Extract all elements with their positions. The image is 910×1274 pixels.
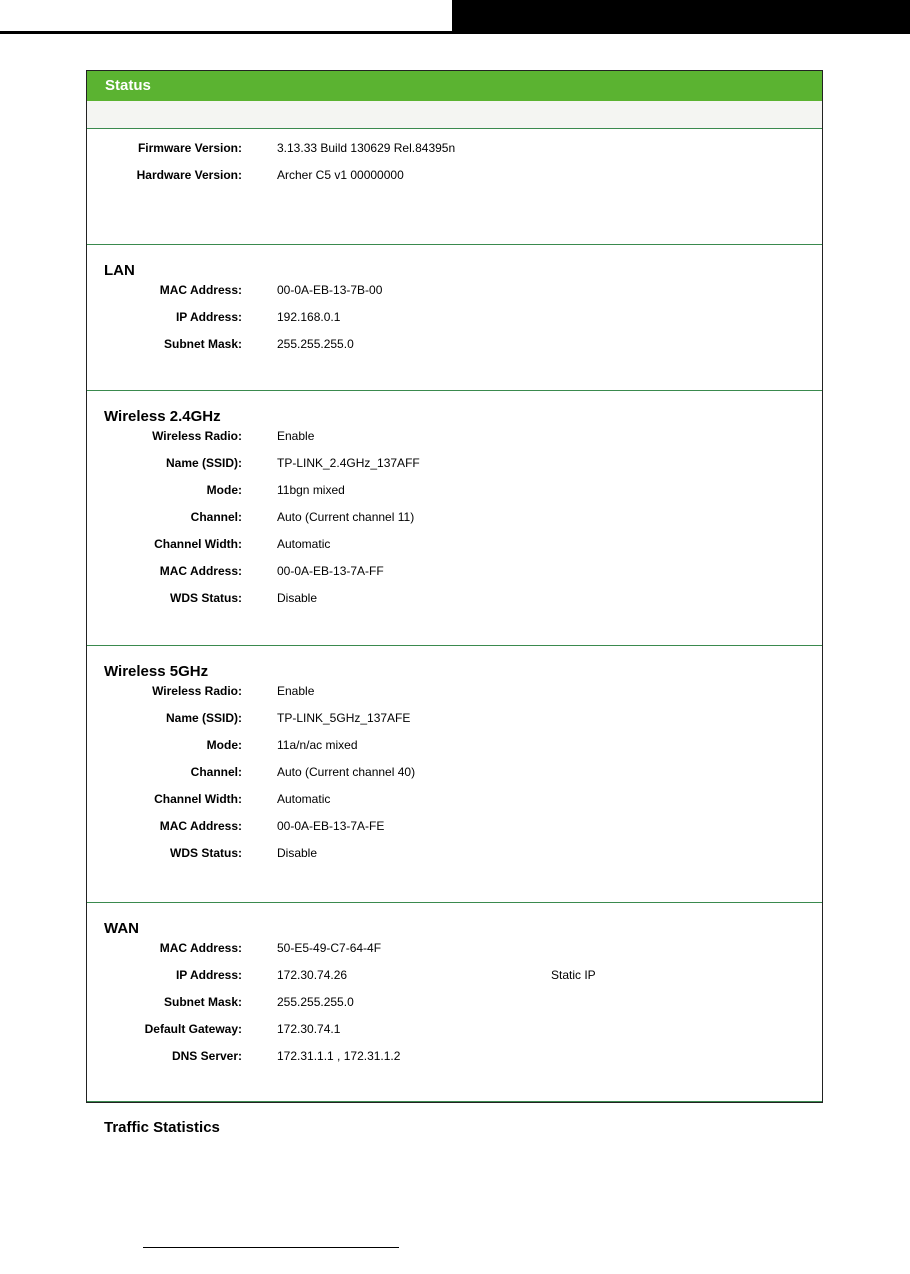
w5-mode-row	[87, 731, 822, 758]
status-spacer	[87, 101, 822, 129]
w5-channel-row	[87, 758, 822, 785]
w24-mac-value: 00-0A-EB-13-7A-FF	[277, 563, 384, 578]
wan-ip-row	[87, 961, 822, 988]
wan-mac-row	[87, 934, 822, 961]
firmware-version-value: 3.13.33 Build 130629 Rel.84395n	[277, 140, 456, 155]
w5-mode-value: 11a/n/ac mixed	[277, 737, 358, 752]
w24-mode-value: 11bgn mixed	[277, 482, 345, 497]
lan-ip-row	[87, 303, 822, 330]
wan-heading: WAN	[104, 920, 139, 937]
w5-ssid-label: Name (SSID):	[165, 710, 242, 725]
w24-channel-value: Auto (Current channel 11)	[277, 509, 415, 524]
wireless-24ghz-heading: Wireless 2.4GHz	[104, 408, 221, 425]
status-panel	[86, 70, 823, 1136]
wan-gateway-row	[87, 1015, 822, 1042]
w24-radio-value: Enable	[277, 428, 315, 443]
wireless-5ghz-heading: Wireless 5GHz	[104, 663, 209, 680]
wan-dns-value: 172.31.1.1 , 172.31.1.2	[277, 1048, 401, 1063]
firmware-version-label: Firmware Version:	[137, 140, 242, 155]
wan-section	[87, 903, 822, 1102]
w5-ssid-row	[87, 704, 822, 731]
wan-gateway-value: 172.30.74.1	[277, 1021, 341, 1036]
w24-radio-label: Wireless Radio:	[152, 428, 242, 443]
wan-ip-label: IP Address:	[175, 967, 242, 982]
wan-mac-label: MAC Address:	[159, 940, 242, 955]
lan-section	[87, 245, 822, 391]
traffic-statistics-heading: Traffic Statistics	[104, 1119, 220, 1136]
w5-mac-label: MAC Address:	[159, 818, 242, 833]
w5-width-label: Channel Width:	[154, 791, 242, 806]
w5-radio-label: Wireless Radio:	[152, 683, 242, 698]
wireless-5ghz-section	[87, 646, 822, 903]
lan-mac-value: 00-0A-EB-13-7B-00	[277, 282, 383, 297]
lan-heading: LAN	[104, 262, 135, 279]
lan-ip-label: IP Address:	[175, 309, 242, 324]
wan-subnet-label: Subnet Mask:	[163, 994, 242, 1009]
wan-mac-value: 50-E5-49-C7-64-4F	[277, 940, 382, 955]
w24-channel-row	[87, 503, 822, 530]
w24-ssid-label: Name (SSID):	[165, 455, 242, 470]
firmware-section	[87, 129, 822, 245]
w5-channel-value: Auto (Current channel 40)	[277, 764, 416, 779]
wan-dns-row	[87, 1042, 822, 1069]
w24-width-value: Automatic	[277, 536, 331, 551]
w24-ssid-value: TP-LINK_2.4GHz_137AFF	[277, 455, 420, 470]
hardware-version-row	[87, 161, 822, 188]
header-black-bar	[452, 0, 910, 34]
w24-width-row	[87, 530, 822, 557]
traffic-statistics-section	[87, 1102, 822, 1139]
w5-mode-label: Mode:	[206, 737, 242, 752]
w5-mac-row	[87, 812, 822, 839]
wan-connection-type: Static IP	[551, 967, 596, 982]
lan-subnet-row	[87, 330, 822, 357]
w24-channel-label: Channel:	[190, 509, 242, 524]
lan-subnet-value: 255.255.255.0	[277, 336, 354, 351]
w24-wds-value: Disable	[277, 590, 318, 605]
w5-ssid-value: TP-LINK_5GHz_137AFE	[277, 710, 411, 725]
lan-ip-value: 192.168.0.1	[277, 309, 341, 324]
hardware-version-value: Archer C5 v1 00000000	[277, 167, 404, 182]
wan-ip-value: 172.30.74.26	[277, 967, 348, 982]
w24-mode-row	[87, 476, 822, 503]
wan-gateway-label: Default Gateway:	[144, 1021, 242, 1036]
w24-mode-label: Mode:	[206, 482, 242, 497]
w24-wds-label: WDS Status:	[170, 590, 242, 605]
w5-width-row	[87, 785, 822, 812]
w5-wds-label: WDS Status:	[170, 845, 242, 860]
footnote-rule	[143, 1247, 399, 1248]
wireless-24ghz-section	[87, 391, 822, 646]
w5-wds-value: Disable	[277, 845, 318, 860]
header-rule	[0, 31, 452, 34]
wan-subnet-row	[87, 988, 822, 1015]
w24-ssid-row	[87, 449, 822, 476]
lan-mac-row	[87, 276, 822, 303]
wan-subnet-value: 255.255.255.0	[277, 994, 354, 1009]
w5-width-value: Automatic	[277, 791, 331, 806]
lan-mac-label: MAC Address:	[159, 282, 242, 297]
w5-channel-label: Channel:	[190, 764, 242, 779]
w5-mac-value: 00-0A-EB-13-7A-FE	[277, 818, 385, 833]
w5-radio-value: Enable	[277, 683, 315, 698]
status-title: Status	[87, 71, 822, 101]
w24-mac-label: MAC Address:	[159, 563, 242, 578]
hardware-version-label: Hardware Version:	[136, 167, 242, 182]
w24-width-label: Channel Width:	[154, 536, 242, 551]
firmware-version-row	[87, 134, 822, 161]
w5-wds-row	[87, 839, 822, 866]
w24-wds-row	[87, 584, 822, 611]
lan-subnet-label: Subnet Mask:	[163, 336, 242, 351]
wan-dns-label: DNS Server:	[171, 1048, 242, 1063]
w24-mac-row	[87, 557, 822, 584]
